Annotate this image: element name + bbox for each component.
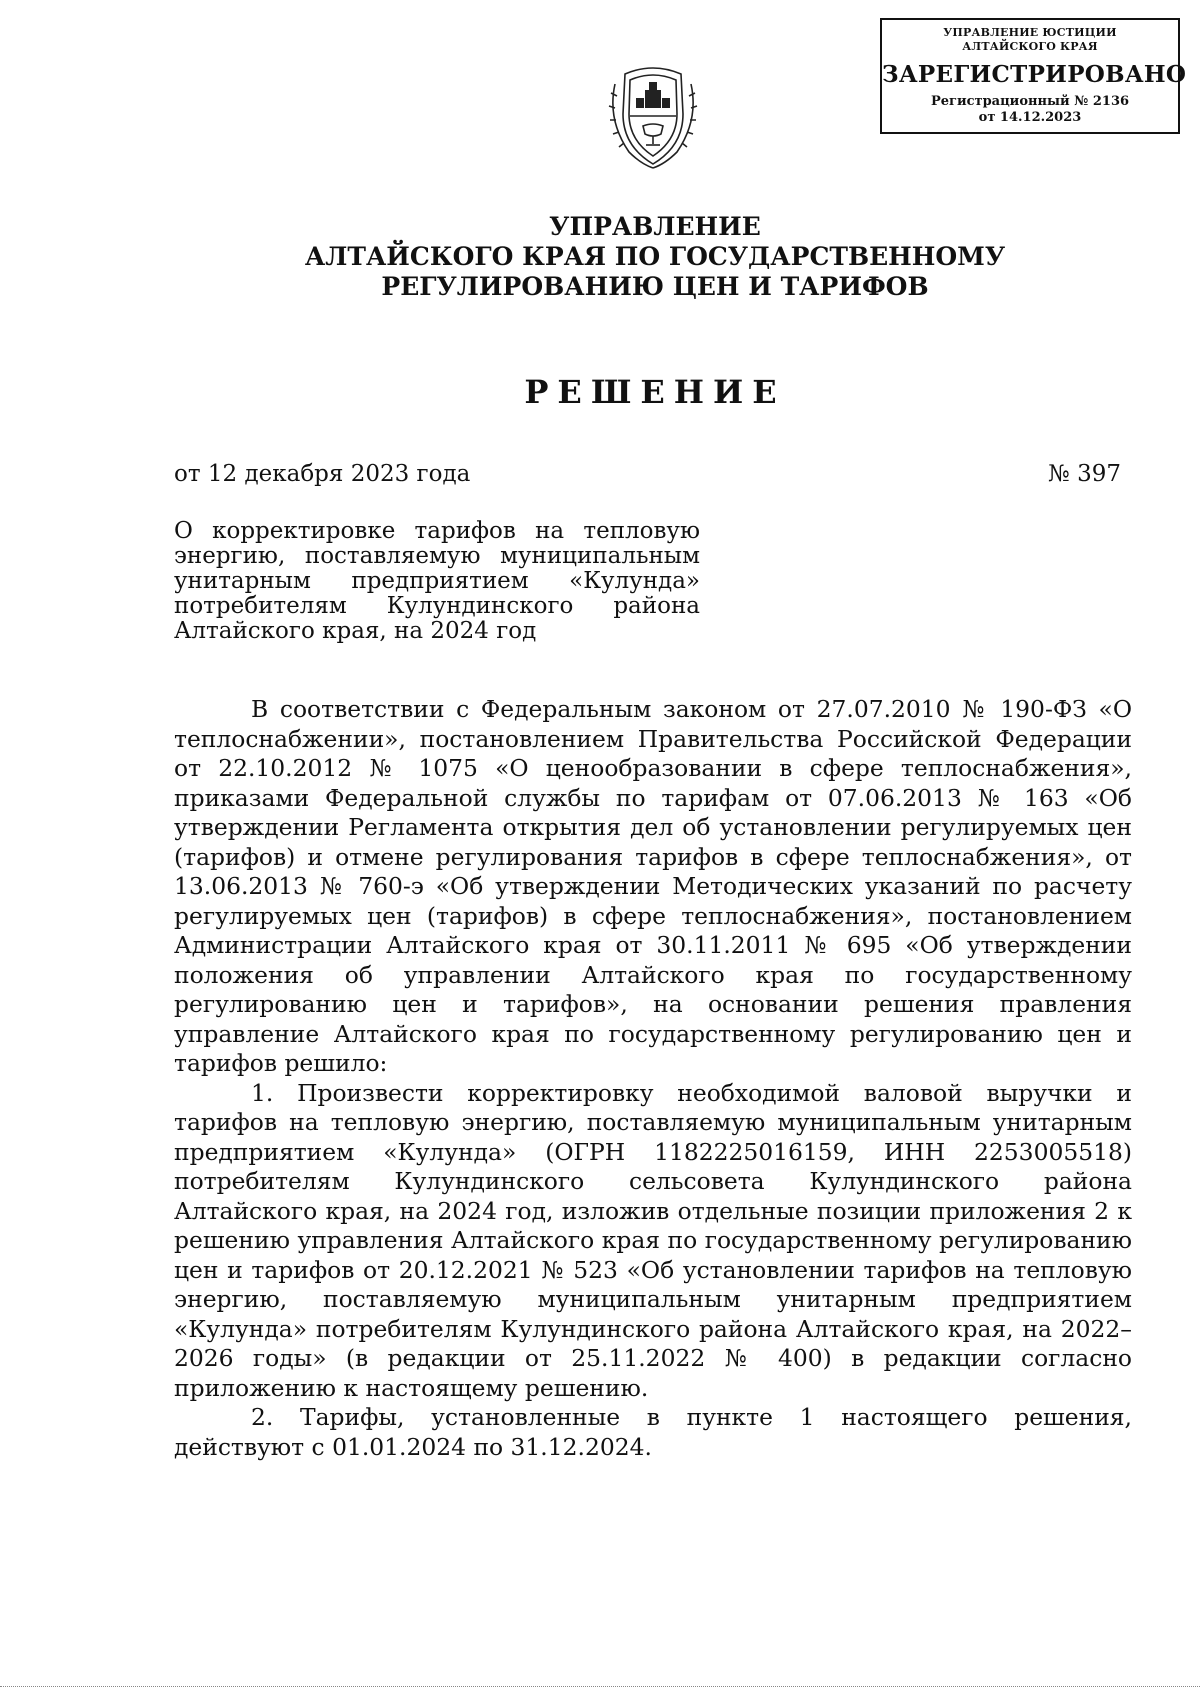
- item-1-paragraph: 1. Произвести корректировку необходимой валовой выручки и тарифов на тепловую энергию, поставляемую муниципальным унитарным предприятием «Кулунда» (ОГРН 1182225016159, ИНН 2253005518) потребителям Кулундинского сельсовета Кулундинского района Алтайского края, на 2024 год, изложив отдельные позиции приложения 2 к решению управления Алтайского края по государственному регулированию цен и тарифов от 20.12.2021 № 523 «Об установлении тарифов на тепловую энергию, поставляемую муниципальным унитарным предприятием «Кулунда» потребителям Кулундинского района Алтайского края, на 2022–2026 годы» (в редакции от 25.11.2022 № 400) в редакции согласно приложению к настоящему решению.: [174, 1078, 1132, 1402]
- stamp-org-line-1: УПРАВЛЕНИЕ ЮСТИЦИИ: [943, 26, 1117, 39]
- preamble-paragraph: В соответствии с Федеральным законом от 27.07.2010 № 190-ФЗ «О теплоснабжении», постановлением Правительства Российской Федерации от 22.10.2012 № 1075 «О ценообразовании в сфере теплоснабжения», приказами Федеральной службы по тарифам от 07.06.2013 № 163 «Об утверждении Регламента открытия дел об установлении регулируемых цен (тарифов) и отмене регулирования тарифов в сфере теплоснабжения», от 13.06.2013 № 760-э «Об утверждении Методических указаний по расчету регулируемых цен (тарифов) в сфере теплоснабжения», постановлением Администрации Алтайского края от 30.11.2011 № 695 «Об утверждении положения об управлении Алтайского края по государственному регулированию цен и тарифов», на основании решения правления управление Алтайского края по государственному регулированию цен и тарифов решило:: [174, 695, 1132, 1077]
- document-subject: [174, 519, 700, 644]
- registration-stamp: [880, 18, 1187, 134]
- subject-line-1: О корректировке тарифов на тепловую: [174, 518, 700, 544]
- stamp-reg-number: Регистрационный № 2136: [930, 94, 1130, 109]
- subject-line-2: энергию, поставляемую муниципальным: [174, 543, 700, 569]
- subject-line-3: унитарным предприятием «Кулунда»: [174, 568, 700, 594]
- authority-line-3: РЕГУЛИРОВАНИЮ ЦЕН И ТАРИФОВ: [381, 272, 929, 301]
- stamp-registration: [882, 94, 1178, 126]
- altai-krai-coat-of-arms-icon: [603, 60, 703, 172]
- authority-line-1: УПРАВЛЕНИЕ: [549, 212, 761, 241]
- document-body: [174, 695, 1132, 1462]
- stamp-reg-date: от 14.12.2023: [978, 110, 1082, 125]
- authority-line-2: АЛТАЙСКОГО КРАЯ ПО ГОСУДАРСТВЕННОМУ: [304, 242, 1006, 271]
- subject-line-5: Алтайского края, на 2024 год: [174, 618, 537, 644]
- document-type-title: РЕШЕНИЕ: [524, 373, 786, 411]
- stamp-status: ЗАРЕГИСТРИРОВАНО: [882, 61, 1187, 88]
- subject-line-4: потребителям Кулундинского района: [174, 593, 700, 619]
- item-2-paragraph: 2. Тарифы, установленные в пункте 1 настоящего решения, действуют с 01.01.2024 по 31.12.2024.: [174, 1403, 1132, 1461]
- page-bottom-edge: [0, 1686, 1200, 1687]
- issuing-authority: [0, 212, 1200, 302]
- document-number: № 397: [1048, 461, 1121, 487]
- stamp-org-line-2: АЛТАЙСКОГО КРАЯ: [962, 40, 1098, 53]
- document-date: от 12 декабря 2023 года: [174, 461, 471, 487]
